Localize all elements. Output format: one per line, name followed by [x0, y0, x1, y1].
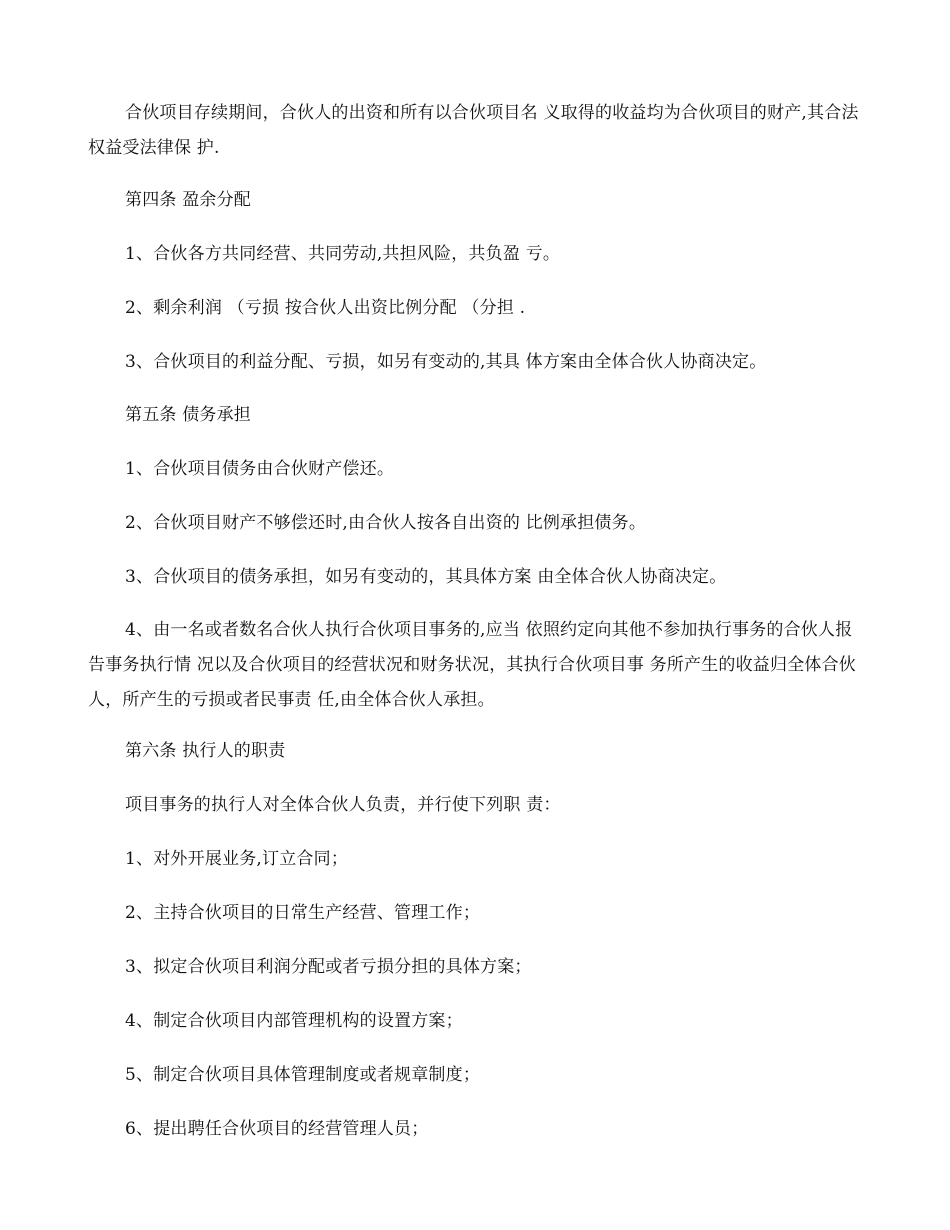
list-item: 2、主持合伙项目的日常生产经营、管理工作；: [125, 903, 481, 923]
paragraph-duties-intro: 项目事务的执行人对全体合伙人负责，并行使下列职 责：: [125, 795, 561, 815]
list-item: 3、合伙项目的利益分配、亏损，如另有变动的,其具 体方案由全体合伙人协商决定。: [125, 352, 767, 372]
list-item: 4、制定合伙项目内部管理机构的设置方案；: [125, 1011, 463, 1031]
heading-article-6: 第六条 执行人的职责: [125, 741, 286, 761]
list-item: 1、对外开展业务,订立合同；: [125, 849, 349, 869]
heading-article-5: 第五条 债务承担: [125, 405, 252, 425]
paragraph-property: 合伙项目存续期间，合伙人的出资和所有以合伙项目名 义取得的收益均为合伙项目的财产,其合法权益受法律保 护.: [88, 103, 859, 158]
list-item: 2、剩余利润 （亏损 按合伙人出资比例分配 （分担 .: [125, 298, 526, 318]
list-item: 4、由一名或者数名合伙人执行合伙项目事务的,应当 依照约定向其他不参加执行事务的合伙人报告事务执行情 况以及合伙项目的经营状况和财务状况，其执行合伙项目事 务所产生的收益归全体合伙人，所产生的亏损或者民事责 任,由全体合伙人承担。: [88, 620, 857, 710]
list-item: 1、合伙各方共同经营、共同劳动,共担风险，共负盈 亏。: [125, 244, 561, 264]
list-item: 3、拟定合伙项目利润分配或者亏损分担的具体方案；: [125, 957, 532, 977]
list-item: 5、制定合伙项目具体管理制度或者规章制度；: [125, 1065, 481, 1085]
heading-article-4: 第四条 盈余分配: [125, 190, 252, 210]
list-item: 3、合伙项目的债务承担，如另有变动的，其具体方案 由全体合伙人协商决定。: [125, 567, 727, 587]
list-item: 1、合伙项目债务由合伙财产偿还。: [125, 459, 395, 479]
list-item: 2、合伙项目财产不够偿还时,由合伙人按各自出资的 比例承担债务。: [125, 513, 647, 533]
list-item: 6、提出聘任合伙项目的经营管理人员；: [125, 1119, 429, 1139]
